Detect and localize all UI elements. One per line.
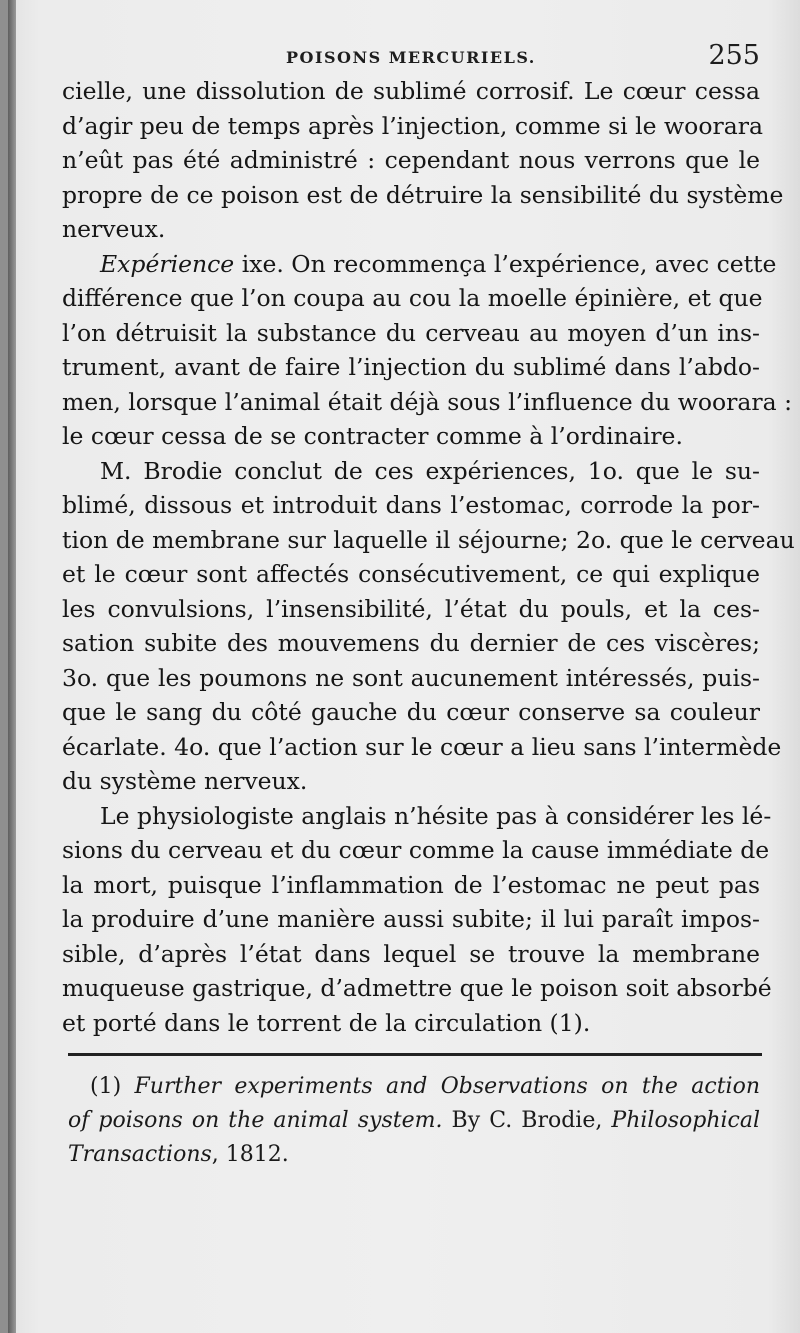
text-line: muqueuse gastrique, d’admettre que le poison soit absorbé bbox=[62, 974, 772, 1002]
text-line: men, lorsque l’animal était déjà sous l’influence du woorara : bbox=[62, 387, 793, 416]
footnote-italic: Further experiments and Observations on the action bbox=[134, 1074, 760, 1099]
footnote-line bbox=[68, 1070, 760, 1104]
footnote-italic: Philosophical bbox=[602, 1108, 760, 1133]
text-line: du système nerveux. bbox=[62, 767, 308, 795]
experience-rest: ixe. On recommença l’expérience, avec cette bbox=[234, 249, 777, 278]
text-line: cielle, une dissolution de sublimé corrosif. Le cœur cessa bbox=[62, 77, 760, 105]
text-line: nerveux. bbox=[62, 215, 166, 243]
book-page bbox=[8, 0, 800, 1333]
page-number: 255 bbox=[708, 40, 760, 71]
running-title: POISONS MERCURIELS. bbox=[286, 48, 536, 67]
footnote-roman: , 1812. bbox=[211, 1142, 289, 1167]
text-line: n’eût pas été administré : cependant nous verrons que le bbox=[62, 146, 760, 174]
running-head bbox=[60, 40, 760, 76]
footnote-italic: of poisons on the animal system. bbox=[68, 1108, 443, 1133]
text-line: la produire d’une manière aussi subite; il lui paraît impos- bbox=[62, 905, 760, 933]
footnote-italic: Transactions bbox=[68, 1142, 212, 1167]
text-line: le cœur cessa de se contracter comme à l’ordinaire. bbox=[62, 422, 683, 450]
text-line: blimé, dissous et introduit dans l’estomac, corrode la por- bbox=[62, 491, 760, 519]
experience-label: Expérience bbox=[100, 249, 235, 278]
text-line: trument, avant de faire l’injection du sublimé dans l’abdo- bbox=[62, 353, 760, 381]
text-line: écarlate. 4o. que l’action sur le cœur a lieu sans l’intermède bbox=[62, 732, 782, 761]
text-line: que le sang du côté gauche du cœur conserve sa couleur bbox=[62, 698, 760, 726]
text-line: et le cœur sont affectés consécutivement, ce qui explique bbox=[62, 560, 760, 588]
page-gutter-shadow bbox=[8, 0, 16, 1333]
text-line: la mort, puisque l’inflammation de l’estomac ne peut pas bbox=[62, 870, 760, 899]
footnote-line bbox=[68, 1104, 760, 1138]
text-line: sions du cerveau et du cœur comme la cause immédiate de bbox=[62, 836, 770, 864]
body-text bbox=[62, 74, 795, 1040]
text-line: différence que l’on coupa au cou la moelle épinière, et que bbox=[62, 284, 763, 312]
text-line: propre de ce poison est de détruire la sensibilité du système bbox=[62, 180, 784, 209]
footnote-marker: (1) bbox=[90, 1074, 122, 1099]
experience-heading-line bbox=[62, 247, 777, 282]
text-line: et porté dans le torrent de la circulation (1). bbox=[62, 1008, 591, 1037]
text-line: d’agir peu de temps après l’injection, comme si le woorara bbox=[62, 111, 763, 140]
text-line: M. Brodie conclut de ces expériences, 1o. que le su- bbox=[100, 456, 760, 485]
text-line: l’on détruisit la substance du cerveau au moyen d’un ins- bbox=[62, 318, 760, 347]
text-line: sation subite des mouvemens du dernier de ces viscères; bbox=[62, 629, 760, 657]
text-line: tion de membrane sur laquelle il séjourne; 2o. que le cerveau bbox=[62, 525, 795, 554]
footnote-rule bbox=[68, 1053, 762, 1056]
footnote bbox=[68, 1070, 760, 1172]
text-line: Le physiologiste anglais n’hésite pas à considérer les lé- bbox=[100, 801, 772, 830]
footnote-line bbox=[68, 1138, 760, 1172]
text-line: sible, d’après l’état dans lequel se trouve la membrane bbox=[62, 939, 760, 968]
text-line: les convulsions, l’insensibilité, l’état du pouls, et la ces- bbox=[62, 594, 760, 623]
text-line: 3o. que les poumons ne sont aucunement intéressés, puis- bbox=[62, 663, 760, 692]
footnote-roman: By C. Brodie, bbox=[442, 1108, 603, 1133]
